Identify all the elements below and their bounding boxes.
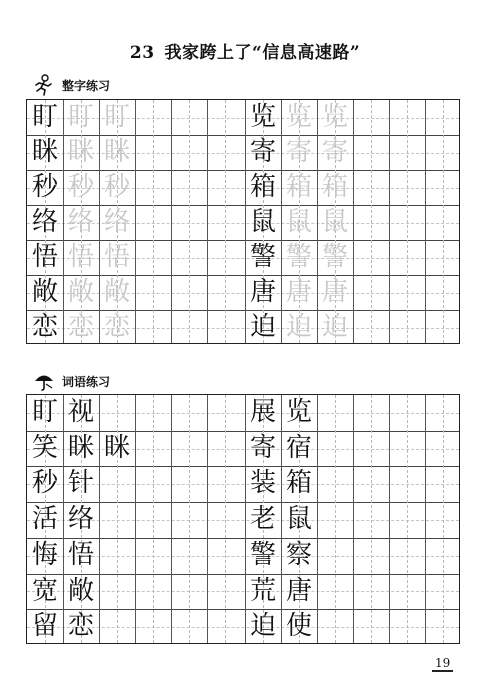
column-guide-line bbox=[407, 100, 408, 343]
section2-header bbox=[32, 370, 110, 392]
right-char: 警 bbox=[249, 242, 276, 272]
column-guide-line bbox=[225, 100, 226, 343]
right-char: 唐 bbox=[285, 277, 312, 307]
left-char: 盯 bbox=[31, 102, 58, 132]
page-number: 19 bbox=[432, 656, 453, 672]
right-char: 览 bbox=[249, 102, 276, 132]
section1-header bbox=[32, 74, 110, 96]
word-practice-grid bbox=[26, 394, 460, 644]
left-char: 眯 bbox=[103, 432, 130, 463]
right-char: 唐 bbox=[249, 277, 276, 307]
left-char: 络 bbox=[31, 207, 58, 237]
column-guide-line bbox=[407, 395, 408, 643]
right-char: 鼠 bbox=[321, 207, 348, 237]
left-char: 恋 bbox=[103, 312, 130, 342]
column-divider bbox=[135, 395, 136, 643]
right-char: 迫 bbox=[249, 611, 276, 642]
left-char: 留 bbox=[31, 611, 58, 642]
right-char: 唐 bbox=[321, 277, 348, 307]
section2-label: 词语练习 bbox=[62, 374, 111, 389]
left-char: 秒 bbox=[103, 172, 130, 202]
page-title bbox=[0, 38, 490, 63]
column-divider bbox=[171, 100, 172, 343]
left-char: 悟 bbox=[103, 242, 130, 272]
column-guide-line bbox=[443, 100, 444, 343]
left-char: 眯 bbox=[31, 137, 58, 167]
left-char: 针 bbox=[67, 468, 94, 499]
column-guide-line bbox=[153, 395, 154, 643]
section1-label: 整字练习 bbox=[62, 78, 111, 93]
left-char: 敞 bbox=[67, 575, 94, 606]
left-char: 络 bbox=[67, 207, 94, 237]
left-char: 宽 bbox=[31, 575, 58, 606]
right-char: 装 bbox=[249, 468, 276, 499]
column-divider bbox=[425, 100, 426, 343]
right-char: 寄 bbox=[285, 137, 312, 167]
right-char: 迫 bbox=[249, 312, 276, 342]
left-char: 敞 bbox=[31, 277, 58, 307]
column-divider bbox=[389, 100, 390, 343]
left-char: 盯 bbox=[67, 102, 94, 132]
column-guide-line bbox=[371, 100, 372, 343]
left-char: 笑 bbox=[31, 432, 58, 463]
left-char: 悟 bbox=[31, 242, 58, 272]
right-char: 箱 bbox=[285, 468, 312, 499]
left-char: 悟 bbox=[67, 539, 94, 570]
left-char: 眯 bbox=[67, 137, 94, 167]
left-char: 络 bbox=[67, 504, 94, 535]
right-char: 察 bbox=[285, 539, 312, 570]
column-divider bbox=[207, 395, 208, 643]
right-char: 寄 bbox=[321, 137, 348, 167]
right-char: 箱 bbox=[249, 172, 276, 202]
right-char: 箱 bbox=[285, 172, 312, 202]
left-char: 悔 bbox=[31, 539, 58, 570]
left-char: 络 bbox=[103, 207, 130, 237]
lesson-number: 23 bbox=[129, 43, 155, 63]
left-char: 视 bbox=[67, 397, 94, 427]
column-divider bbox=[353, 395, 354, 643]
column-guide-line bbox=[335, 395, 336, 643]
umbrella-icon bbox=[32, 370, 56, 392]
column-divider bbox=[317, 395, 318, 643]
left-char: 盯 bbox=[31, 397, 58, 427]
left-char: 秒 bbox=[67, 172, 94, 202]
left-char: 秒 bbox=[31, 468, 58, 499]
right-char: 老 bbox=[249, 504, 276, 535]
column-guide-line bbox=[189, 100, 190, 343]
column-divider bbox=[353, 100, 354, 343]
left-char: 敞 bbox=[67, 277, 94, 307]
right-char: 鼠 bbox=[285, 207, 312, 237]
left-char: 秒 bbox=[31, 172, 58, 202]
right-char: 寄 bbox=[249, 432, 276, 463]
column-divider bbox=[389, 395, 390, 643]
character-practice-grid bbox=[26, 99, 460, 344]
left-char: 恋 bbox=[67, 611, 94, 642]
right-char: 览 bbox=[285, 102, 312, 132]
left-char: 盯 bbox=[103, 102, 130, 132]
left-char: 眯 bbox=[103, 137, 130, 167]
right-char: 箱 bbox=[321, 172, 348, 202]
right-char: 寄 bbox=[249, 137, 276, 167]
right-char: 荒 bbox=[249, 575, 276, 606]
column-divider bbox=[171, 395, 172, 643]
right-char: 警 bbox=[321, 242, 348, 272]
lesson-title: 我家跨上了“信息高速路” bbox=[164, 43, 361, 63]
column-divider bbox=[135, 100, 136, 343]
right-char: 警 bbox=[249, 539, 276, 570]
column-guide-line bbox=[189, 395, 190, 643]
right-char: 迫 bbox=[321, 312, 348, 342]
left-char: 活 bbox=[31, 504, 58, 535]
right-char: 宿 bbox=[285, 432, 312, 463]
right-char: 鼠 bbox=[249, 207, 276, 237]
right-char: 使 bbox=[285, 611, 312, 642]
left-char: 恋 bbox=[67, 312, 94, 342]
column-guide-line bbox=[371, 395, 372, 643]
column-guide-line bbox=[153, 100, 154, 343]
column-guide-line bbox=[443, 395, 444, 643]
column-guide-line bbox=[225, 395, 226, 643]
right-char: 展 bbox=[249, 397, 276, 427]
left-char: 敞 bbox=[103, 277, 130, 307]
right-char: 唐 bbox=[285, 575, 312, 606]
right-char: 览 bbox=[321, 102, 348, 132]
right-char: 鼠 bbox=[285, 504, 312, 535]
column-divider bbox=[425, 395, 426, 643]
column-divider bbox=[207, 100, 208, 343]
right-char: 警 bbox=[285, 242, 312, 272]
right-char: 迫 bbox=[285, 312, 312, 342]
left-char: 眯 bbox=[67, 432, 94, 463]
right-char: 览 bbox=[285, 397, 312, 427]
left-char: 悟 bbox=[67, 242, 94, 272]
running-person-icon bbox=[32, 74, 56, 96]
left-char: 恋 bbox=[31, 312, 58, 342]
